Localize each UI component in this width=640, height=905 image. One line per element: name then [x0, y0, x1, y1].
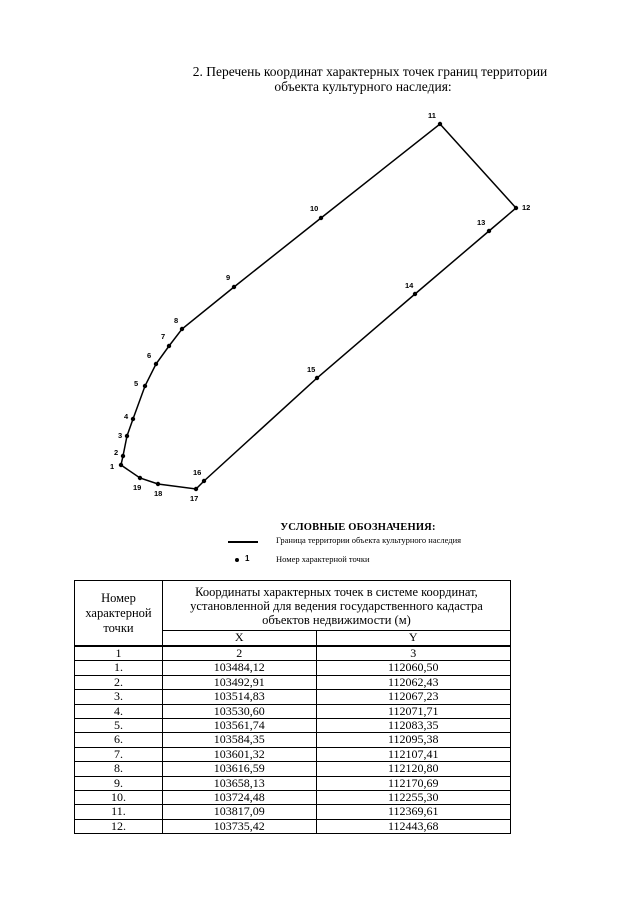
- legend-point-marker-number: 1: [245, 554, 250, 563]
- boundary-points: [110, 111, 530, 503]
- header-x: X: [162, 630, 316, 646]
- boundary-point-label: 10: [310, 204, 319, 213]
- y-coordinate-cell: 112095,38: [316, 733, 510, 747]
- boundary-point-label: 13: [477, 218, 486, 227]
- y-coordinate-cell: 112443,68: [316, 819, 510, 833]
- x-coordinate-cell: 103530,60: [162, 704, 316, 718]
- boundary-point-label: 2: [114, 448, 119, 457]
- x-coordinate-cell: 103616,59: [162, 762, 316, 776]
- y-coordinate-cell: 112120,80: [316, 762, 510, 776]
- y-coordinate-cell: 112060,50: [316, 661, 510, 675]
- boundary-point-label: 19: [133, 483, 142, 492]
- boundary-point-marker: [156, 482, 160, 486]
- x-coordinate-cell: 103492,91: [162, 675, 316, 689]
- table-row: [75, 719, 511, 733]
- boundary-point-label: 9: [226, 273, 231, 282]
- boundary-point-marker: [413, 292, 417, 296]
- point-number-cell: 12.: [75, 819, 163, 833]
- boundary-point-label: 6: [147, 351, 152, 360]
- boundary-point-marker: [202, 479, 206, 483]
- table-row: [75, 762, 511, 776]
- point-number-cell: 11.: [75, 805, 163, 819]
- boundary-point-label: 5: [134, 379, 139, 388]
- point-number-cell: 3.: [75, 690, 163, 704]
- boundary-point-marker: [167, 344, 171, 348]
- heading-line-2: объекта культурного наследия:: [274, 79, 452, 94]
- table-row: [75, 805, 511, 819]
- y-coordinate-cell: 112255,30: [316, 791, 510, 805]
- point-number-cell: 5.: [75, 719, 163, 733]
- boundary-point-label: 14: [405, 281, 414, 290]
- index-cell: 2: [162, 646, 316, 661]
- header-coordinates: Координаты характерных точек в системе координат, установленной для ведения государственного кадастра объектов недвижимости (м): [162, 581, 510, 631]
- point-number-cell: 8.: [75, 762, 163, 776]
- y-coordinate-cell: 112071,71: [316, 704, 510, 718]
- point-number-cell: 2.: [75, 675, 163, 689]
- table-index-row: [75, 646, 511, 661]
- y-coordinate-cell: 112062,43: [316, 675, 510, 689]
- boundary-point-marker: [138, 476, 142, 480]
- boundary-lines: [121, 124, 516, 489]
- x-coordinate-cell: 103601,32: [162, 747, 316, 761]
- boundary-point-marker: [438, 122, 442, 126]
- point-marker-symbol: [235, 558, 239, 562]
- point-number-cell: 9.: [75, 776, 163, 790]
- y-coordinate-cell: 112067,23: [316, 690, 510, 704]
- boundary-point-label: 8: [174, 316, 179, 325]
- point-number-cell: 4.: [75, 704, 163, 718]
- table-row: [75, 819, 511, 833]
- heading-line-1: 2. Перечень координат характерных точек границ территории: [192, 64, 548, 79]
- boundary-point-label: 7: [161, 332, 166, 341]
- boundary-point-marker: [514, 206, 518, 210]
- x-coordinate-cell: 103658,13: [162, 776, 316, 790]
- x-coordinate-cell: 103817,09: [162, 805, 316, 819]
- coordinates-table: [74, 580, 511, 834]
- boundary-point-label: 1: [110, 462, 115, 471]
- boundary-point-marker: [194, 487, 198, 491]
- table-header-row: [75, 581, 511, 631]
- legend-title: УСЛОВНЫЕ ОБОЗНАЧЕНИЯ:: [280, 522, 436, 533]
- boundary-point-marker: [232, 285, 236, 289]
- table-row: [75, 675, 511, 689]
- boundary-point-marker: [121, 454, 125, 458]
- boundary-line-symbol: [228, 541, 258, 543]
- y-coordinate-cell: 112369,61: [316, 805, 510, 819]
- x-coordinate-cell: 103735,42: [162, 819, 316, 833]
- legend-boundary-text: Граница территории объекта культурного наследия: [276, 535, 462, 545]
- x-coordinate-cell: 103514,83: [162, 690, 316, 704]
- boundary-point-label: 3: [118, 431, 123, 440]
- boundary-point-marker: [319, 216, 323, 220]
- boundary-point-marker: [315, 376, 319, 380]
- boundary-point-label: 11: [428, 111, 436, 120]
- table-row: [75, 704, 511, 718]
- y-coordinate-cell: 112107,41: [316, 747, 510, 761]
- point-number-cell: 7.: [75, 747, 163, 761]
- boundary-point-label: 17: [190, 494, 199, 503]
- point-number-cell: 10.: [75, 791, 163, 805]
- table-row: [75, 690, 511, 704]
- boundary-point-marker: [125, 434, 129, 438]
- y-coordinate-cell: 112083,35: [316, 719, 510, 733]
- boundary-polyline: [121, 124, 516, 489]
- table-row: [75, 791, 511, 805]
- boundary-point-marker: [154, 362, 158, 366]
- boundary-point-label: 4: [124, 412, 129, 421]
- legend-point-text: Номер характерной точки: [276, 554, 370, 564]
- boundary-point-label: 12: [522, 203, 531, 212]
- table-row: [75, 747, 511, 761]
- header-point-number: Номер характерной точки: [75, 581, 163, 647]
- point-number-cell: 6.: [75, 733, 163, 747]
- boundary-point-marker: [143, 384, 147, 388]
- y-coordinate-cell: 112170,69: [316, 776, 510, 790]
- table-row: [75, 776, 511, 790]
- boundary-point-label: 15: [307, 365, 316, 374]
- header-y: Y: [316, 630, 510, 646]
- boundary-point-marker: [119, 463, 123, 467]
- index-cell: 1: [75, 646, 163, 661]
- table-row: [75, 661, 511, 675]
- x-coordinate-cell: 103584,35: [162, 733, 316, 747]
- boundary-point-marker: [131, 417, 135, 421]
- x-coordinate-cell: 103484,12: [162, 661, 316, 675]
- x-coordinate-cell: 103724,48: [162, 791, 316, 805]
- boundary-point-marker: [487, 229, 491, 233]
- boundary-point-label: 16: [193, 468, 202, 477]
- point-number-cell: 1.: [75, 661, 163, 675]
- boundary-point-label: 18: [154, 489, 163, 498]
- legend: [228, 522, 488, 564]
- table-row: [75, 733, 511, 747]
- x-coordinate-cell: 103561,74: [162, 719, 316, 733]
- index-cell: 3: [316, 646, 510, 661]
- boundary-point-marker: [180, 327, 184, 331]
